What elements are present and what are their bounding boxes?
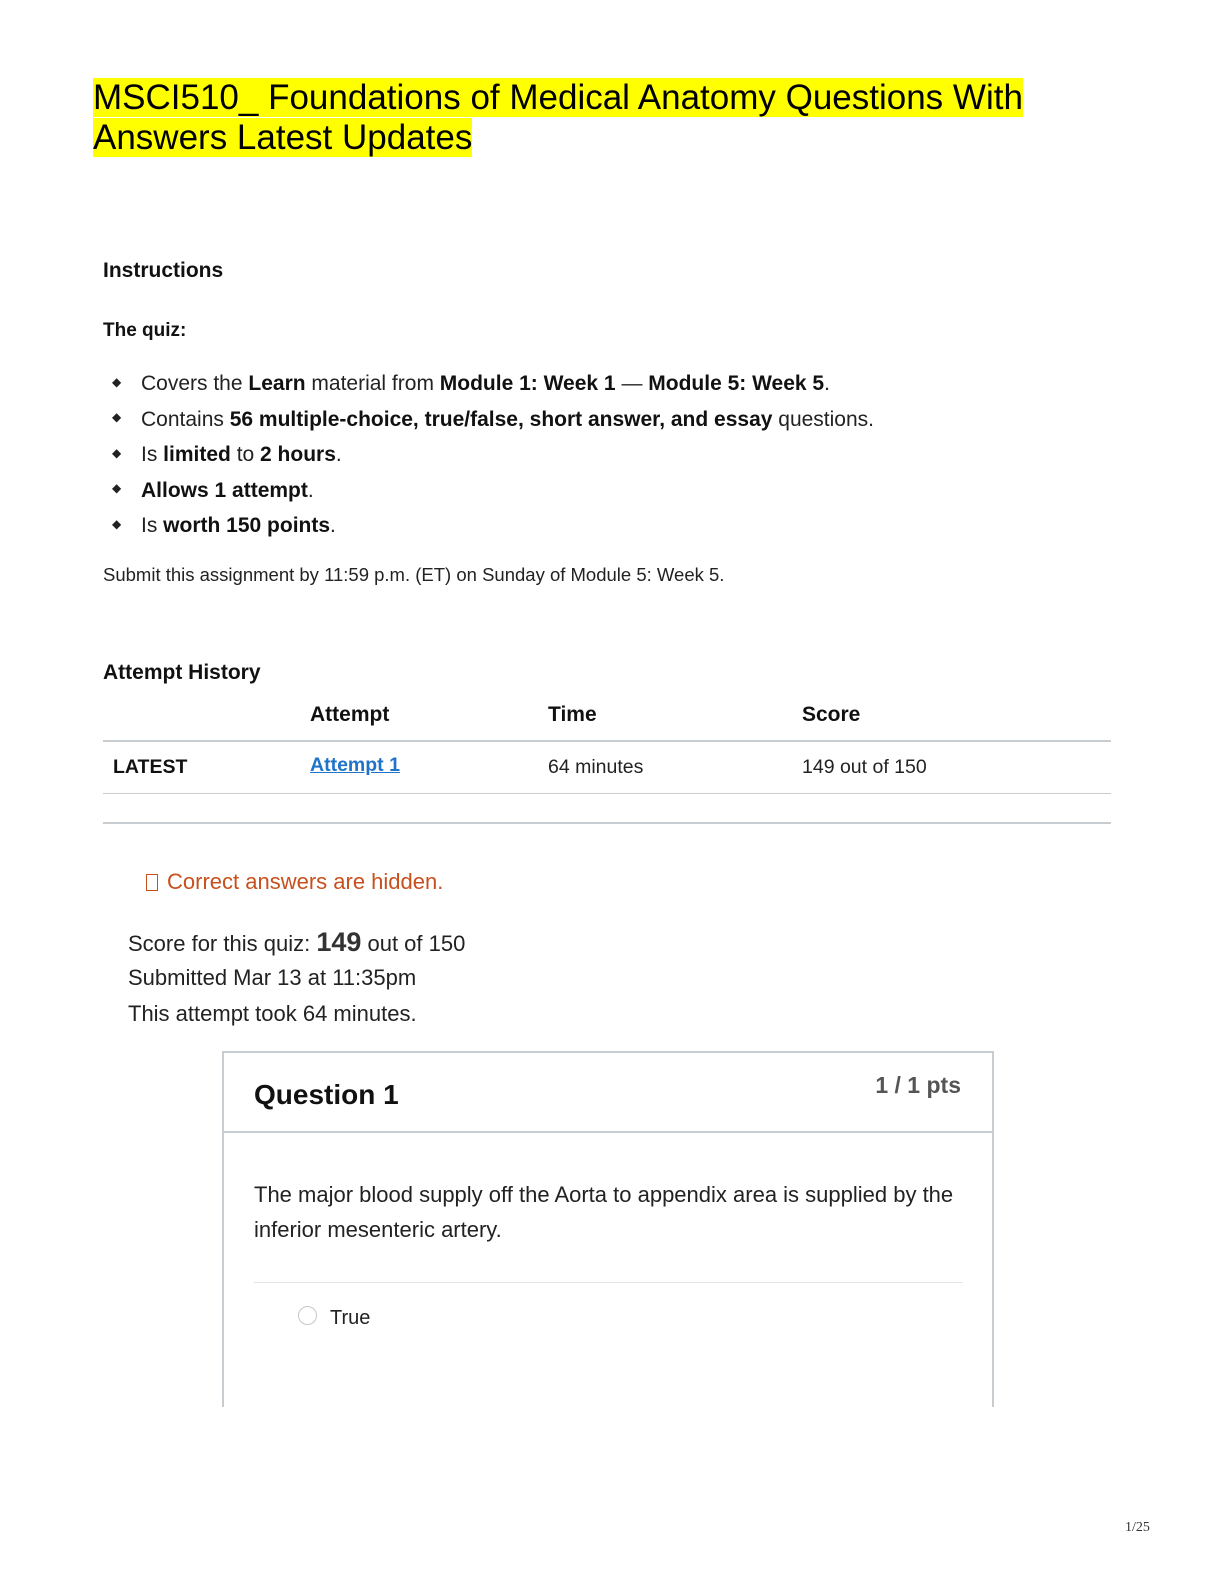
list-item: ◆ Allows 1 attempt.	[112, 473, 874, 509]
column-header-attempt: Attempt	[310, 703, 390, 726]
alert-box-icon	[146, 874, 158, 891]
question-header	[224, 1053, 992, 1133]
diamond-bullet-icon: ◆	[112, 481, 122, 496]
submit-deadline-note: Submit this assignment by 11:59 p.m. (ET) on Sunday of Module 5: Week 5.	[103, 564, 725, 585]
list-item: ◆ Is worth 150 points.	[112, 508, 874, 544]
quiz-details-list	[112, 366, 874, 544]
instructions-heading: Instructions	[103, 259, 224, 282]
list-item: ◆ Covers the Learn material from Module 1: Week 1 — Module 5: Week 5.	[112, 366, 874, 402]
quiz-score-line: Score for this quiz: 149 out of 150	[128, 927, 466, 957]
quiz-summary	[128, 924, 465, 1032]
column-header-time: Time	[548, 703, 597, 726]
answer-option-label: True	[330, 1307, 371, 1329]
question-title: Question 1	[254, 1079, 399, 1110]
quiz-label: The quiz:	[103, 320, 187, 341]
document-title-text: MSCI510_ Foundations of Medical Anatomy Questions With Answers Latest Updates	[93, 78, 1023, 157]
attempt-duration: This attempt took 64 minutes.	[128, 1001, 417, 1026]
diamond-bullet-icon: ◆	[112, 516, 122, 531]
answer-option-true[interactable]	[298, 1307, 370, 1330]
table-header-row	[103, 696, 1111, 742]
list-item: ◆ Contains 56 multiple-choice, true/false, short answer, and essay questions.	[112, 402, 874, 438]
answers-hidden-text: Correct answers are hidden.	[167, 869, 444, 894]
column-header-score: Score	[802, 703, 861, 726]
answer-divider	[254, 1282, 963, 1283]
attempt-history-table	[103, 696, 1111, 794]
document-title	[93, 78, 1073, 158]
diamond-bullet-icon: ◆	[112, 374, 122, 389]
question-card	[222, 1051, 994, 1407]
section-divider	[103, 822, 1111, 824]
list-item: ◆ Is limited to 2 hours.	[112, 437, 874, 473]
attempt-time: 64 minutes	[548, 756, 644, 778]
answers-hidden-notice	[146, 869, 443, 895]
diamond-bullet-icon: ◆	[112, 410, 122, 425]
quiz-score-value: 149	[316, 927, 362, 957]
submitted-timestamp: Submitted Mar 13 at 11:35pm	[128, 965, 417, 990]
radio-button-icon[interactable]	[298, 1306, 317, 1325]
latest-label: LATEST	[113, 756, 188, 778]
attempt-score: 149 out of 150	[802, 756, 927, 778]
diamond-bullet-icon: ◆	[112, 445, 122, 460]
attempt-1-link[interactable]: Attempt 1	[310, 754, 400, 776]
attempt-history-heading: Attempt History	[103, 661, 261, 684]
question-text: The major blood supply off the Aorta to appendix area is supplied by the inferior mesenteric artery.	[254, 1182, 954, 1242]
question-points: 1 / 1 pts	[875, 1072, 961, 1098]
page-number: 1/25	[1125, 1520, 1150, 1535]
table-row	[103, 742, 1111, 794]
